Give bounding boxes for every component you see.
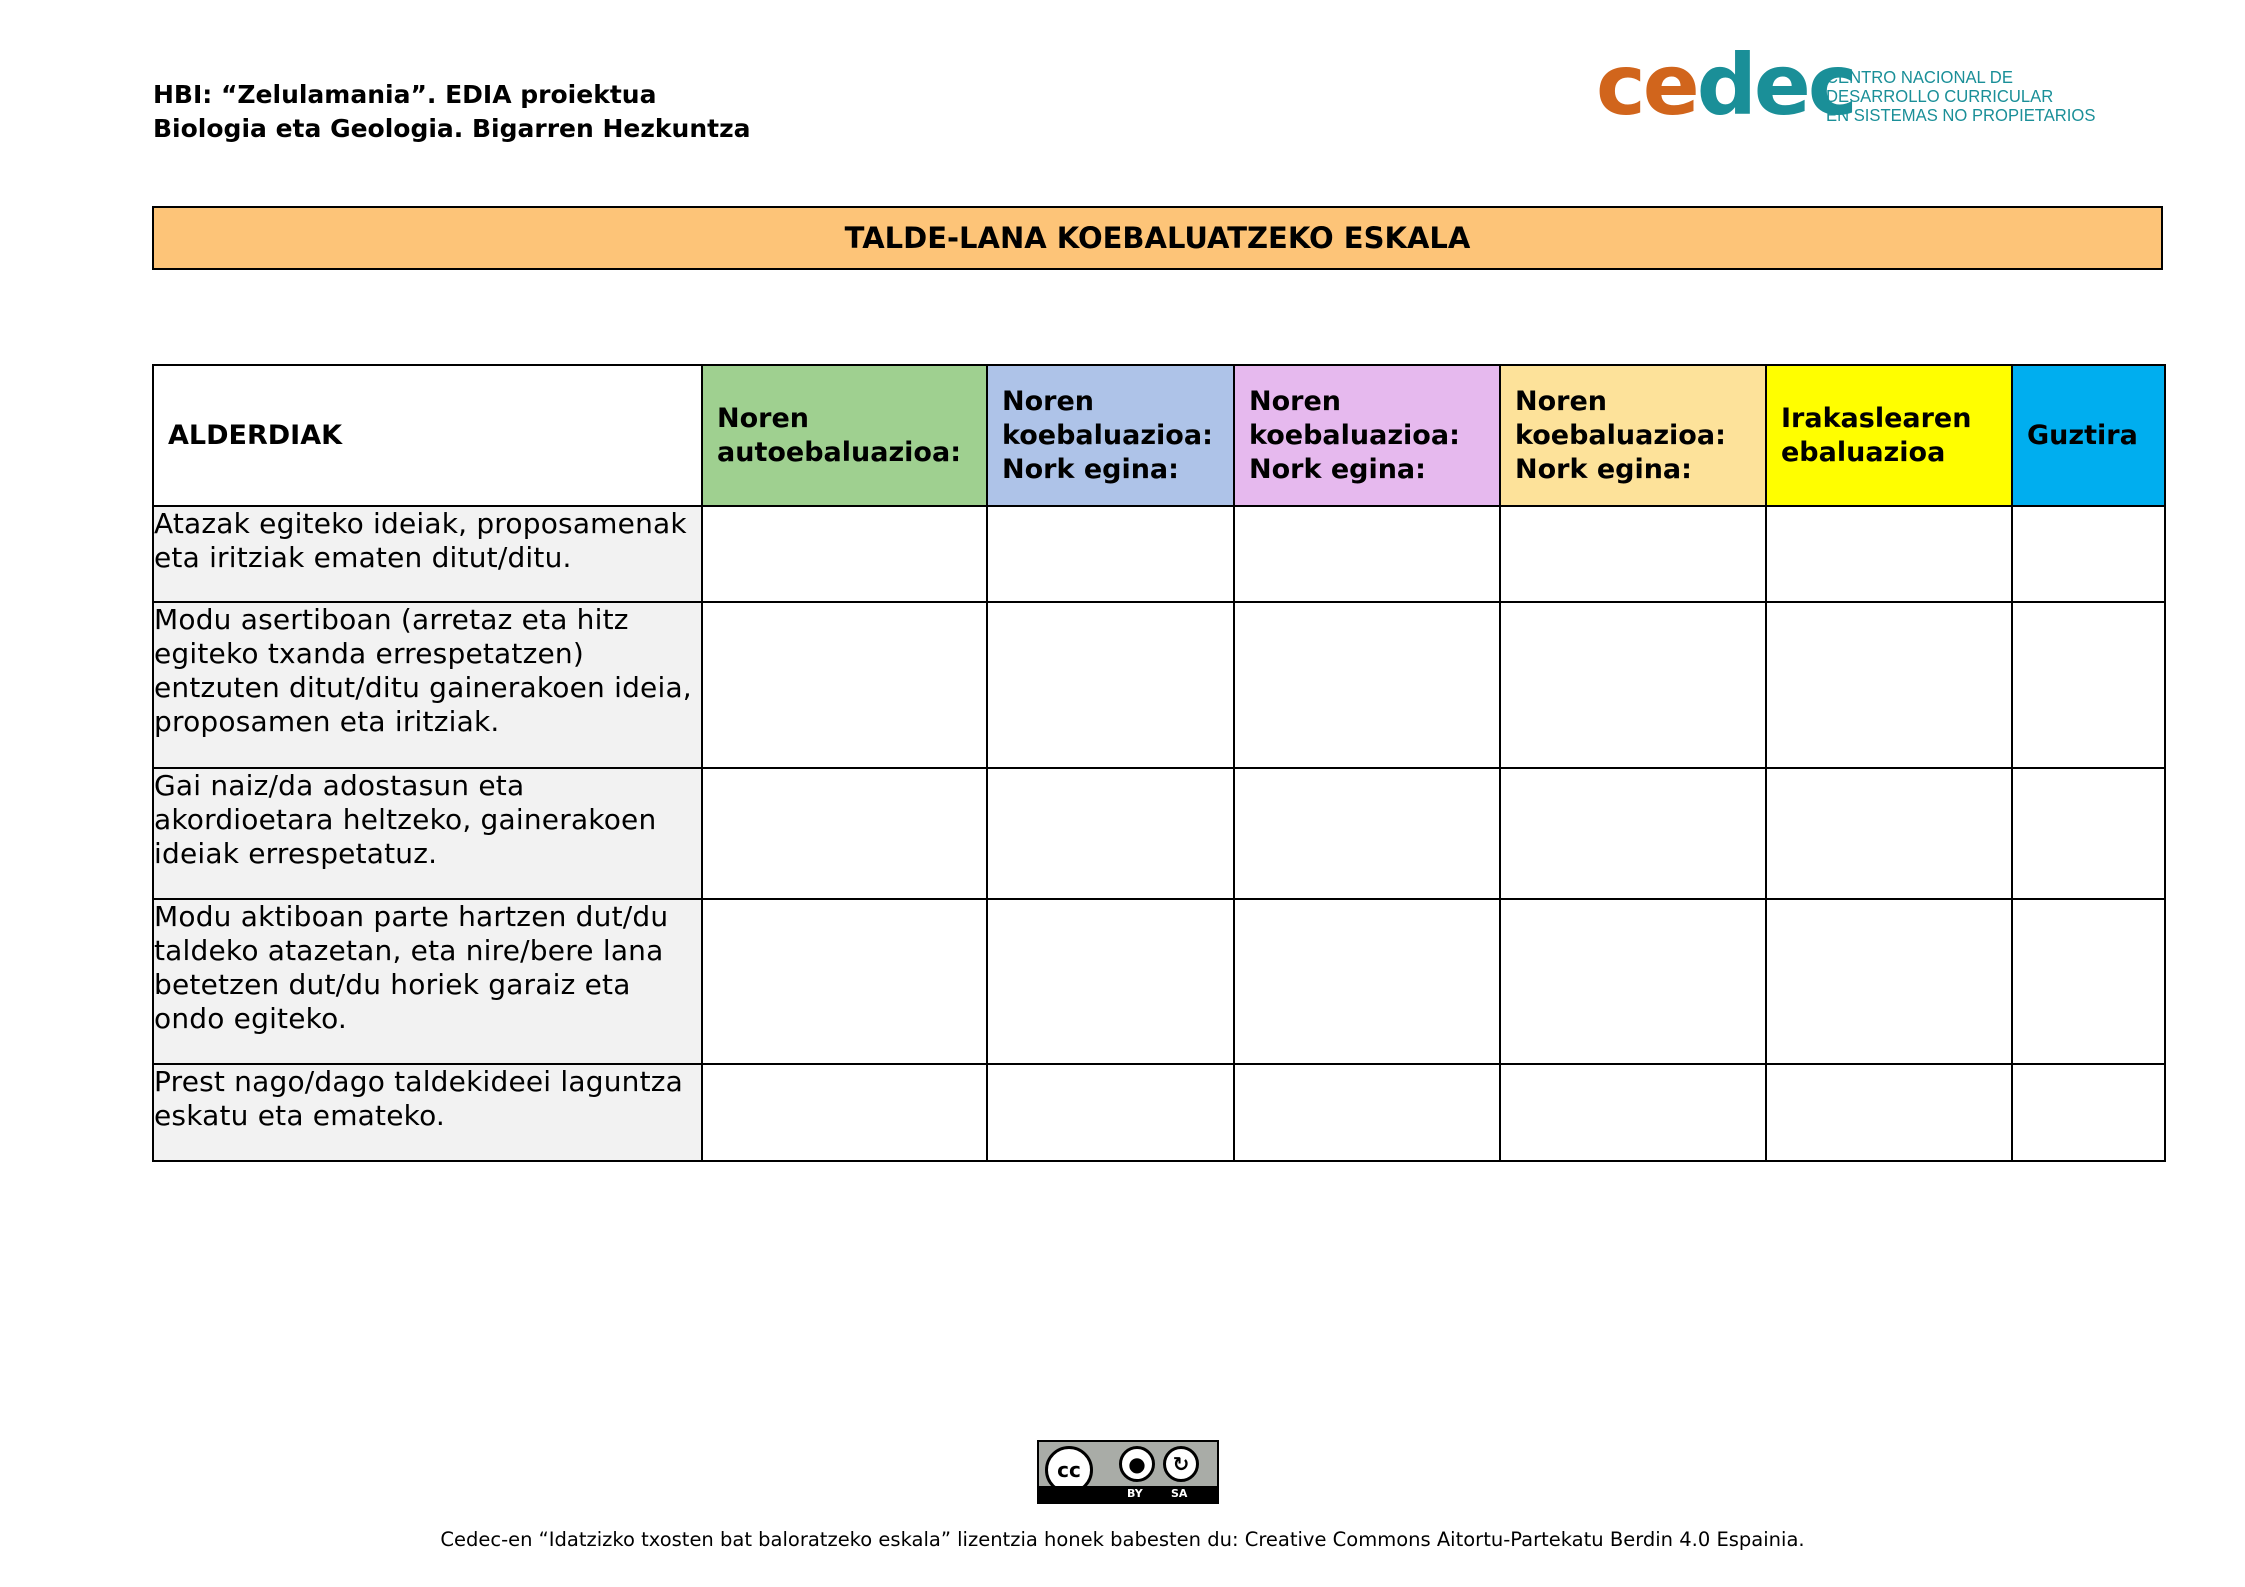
score-cell[interactable]	[987, 899, 1234, 1064]
criterion-cell: Gai naiz/da adostasun eta akordioetara heltzeko, gainerakoen ideiak errespetatuz.	[153, 768, 702, 899]
score-cell[interactable]	[1234, 768, 1500, 899]
share-alike-icon: ↻	[1163, 1446, 1199, 1482]
total-cell[interactable]	[2012, 1064, 2165, 1161]
score-cell[interactable]	[987, 602, 1234, 768]
table-row	[153, 602, 2165, 768]
score-cell[interactable]	[702, 899, 987, 1064]
header-self-evaluation: Noren autoebaluazioa:	[702, 365, 987, 506]
table-row	[153, 899, 2165, 1064]
license-footer: Cedec-en “Idatzizko txosten bat baloratzeko eskala” lizentzia honek babesten du: Creative Commons Aitortu-Partekatu Berdin 4.0 Espainia.	[440, 1528, 1805, 1551]
score-cell[interactable]	[1500, 768, 1766, 899]
header-coevaluation-1: Noren koebaluazioa: Nork egina:	[987, 365, 1234, 506]
score-cell[interactable]	[1766, 602, 2012, 768]
score-cell[interactable]	[1766, 506, 2012, 602]
score-cell[interactable]	[1234, 506, 1500, 602]
total-cell[interactable]	[2012, 506, 2165, 602]
page-title: TALDE-LANA KOEBALUATZEKO ESKALA	[152, 206, 2163, 270]
score-cell[interactable]	[1234, 899, 1500, 1064]
score-cell[interactable]	[702, 602, 987, 768]
total-cell[interactable]	[2012, 768, 2165, 899]
by-label: BY	[1127, 1487, 1143, 1500]
score-cell[interactable]	[1234, 1064, 1500, 1161]
header-alderdiak: ALDERDIAK	[153, 365, 702, 506]
criterion-cell: Modu aktiboan parte hartzen dut/du taldeko atazetan, eta nire/bere lana betetzen dut/du horiek garaiz eta ondo egiteko.	[153, 899, 702, 1064]
score-cell[interactable]	[702, 768, 987, 899]
criterion-cell: Modu asertiboan (arretaz eta hitz egiteko txanda errespetatzen) entzuten ditut/ditu gainerakoen ideia, proposamen eta iritziak.	[153, 602, 702, 768]
score-cell[interactable]	[1234, 602, 1500, 768]
document-header	[153, 78, 751, 146]
header-total: Guztira	[2012, 365, 2165, 506]
header-coevaluation-2: Noren koebaluazioa: Nork egina:	[1234, 365, 1500, 506]
cc-by-sa-license-badge[interactable]	[1037, 1440, 1219, 1504]
sa-label: SA	[1171, 1487, 1188, 1500]
score-cell[interactable]	[1500, 602, 1766, 768]
header-coevaluation-3: Noren koebaluazioa: Nork egina:	[1500, 365, 1766, 506]
score-cell[interactable]	[1766, 1064, 2012, 1161]
criterion-cell: Atazak egiteko ideiak, proposamenak eta iritziak ematen ditut/ditu.	[153, 506, 702, 602]
table-row	[153, 1064, 2165, 1161]
attribution-icon: ●	[1119, 1446, 1155, 1482]
score-cell[interactable]	[1766, 899, 2012, 1064]
table-row	[153, 768, 2165, 899]
coevaluation-table	[152, 364, 2166, 1162]
criterion-cell: Prest nago/dago taldekideei laguntza eskatu eta emateko.	[153, 1064, 702, 1161]
header-project-line: HBI: “Zelulamania”. EDIA proiektua	[153, 80, 657, 109]
header-subject-line: Biologia eta Geologia. Bigarren Hezkuntza	[153, 114, 751, 143]
score-cell[interactable]	[1500, 1064, 1766, 1161]
score-cell[interactable]	[1500, 506, 1766, 602]
score-cell[interactable]	[702, 1064, 987, 1161]
score-cell[interactable]	[987, 1064, 1234, 1161]
header-teacher-evaluation: Irakaslearen ebaluazioa	[1766, 365, 2012, 506]
cedec-subtitle: CENTRO NACIONAL DE DESARROLLO CURRICULAR EN SISTEMAS NO PROPIETARIOS	[1826, 67, 2096, 125]
score-cell[interactable]	[1500, 899, 1766, 1064]
score-cell[interactable]	[702, 506, 987, 602]
score-cell[interactable]	[987, 506, 1234, 602]
table-header-row	[153, 365, 2165, 506]
table-row	[153, 506, 2165, 602]
cedec-wordmark: cedec	[1596, 36, 1855, 134]
score-cell[interactable]	[1766, 768, 2012, 899]
cc-icon: cc	[1045, 1446, 1093, 1494]
total-cell[interactable]	[2012, 602, 2165, 768]
total-cell[interactable]	[2012, 899, 2165, 1064]
score-cell[interactable]	[987, 768, 1234, 899]
